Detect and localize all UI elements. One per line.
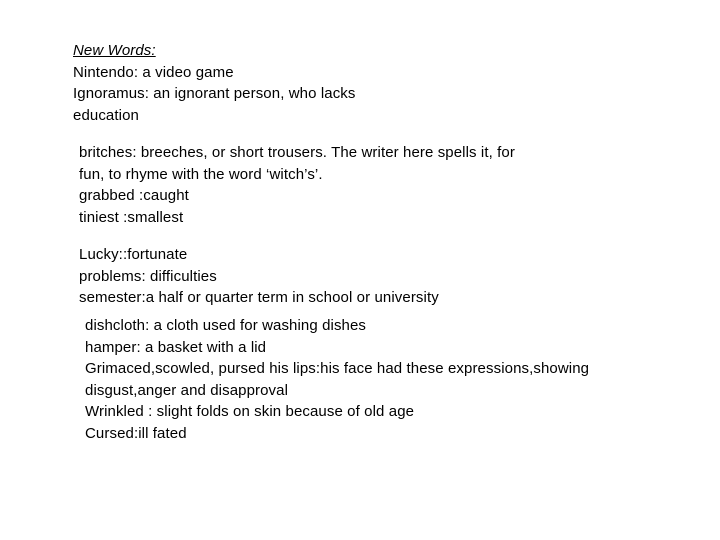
- definition-hamper: hamper: a basket with a lid: [85, 338, 267, 356]
- definition-britches: britches: breeches, or short trousers. The writer here spells it, for: [79, 144, 515, 161]
- definition-wrinkled: Wrinkled : slight folds on skin because of old age: [85, 403, 415, 421]
- definition-cursed: Cursed:ill fated: [85, 424, 187, 442]
- page-title: New Words:: [73, 42, 156, 59]
- new-words-block: [73, 40, 356, 126]
- definition-lucky: Lucky::fortunate: [79, 246, 188, 263]
- definition-dishcloth: dishcloth: a cloth used for washing dishes: [85, 317, 367, 334]
- definition-ignoramus: Ignoramus: an ignorant person, who lacks: [73, 85, 356, 103]
- definitions-block-3: [79, 244, 439, 309]
- definition-tiniest: tiniest :smallest: [79, 208, 184, 226]
- definition-grimaced: Grimaced,scowled, pursed his lips:his face had these expressions,showing: [85, 360, 590, 378]
- definition-grabbed: grabbed :caught: [79, 187, 189, 205]
- definition-nintendo: Nintendo: a video game: [73, 63, 234, 81]
- definition-problems: problems: difficulties: [79, 267, 217, 285]
- definition-semester: semester:a half or quarter term in school or university: [79, 289, 439, 307]
- definition-ignoramus-cont: education: [73, 106, 139, 124]
- definitions-block-2: [79, 142, 515, 228]
- definitions-block-4: [85, 315, 589, 445]
- definition-britches-cont: fun, to rhyme with the word ‘witch’s’.: [79, 165, 323, 183]
- definition-grimaced-cont: disgust,anger and disapproval: [85, 381, 289, 399]
